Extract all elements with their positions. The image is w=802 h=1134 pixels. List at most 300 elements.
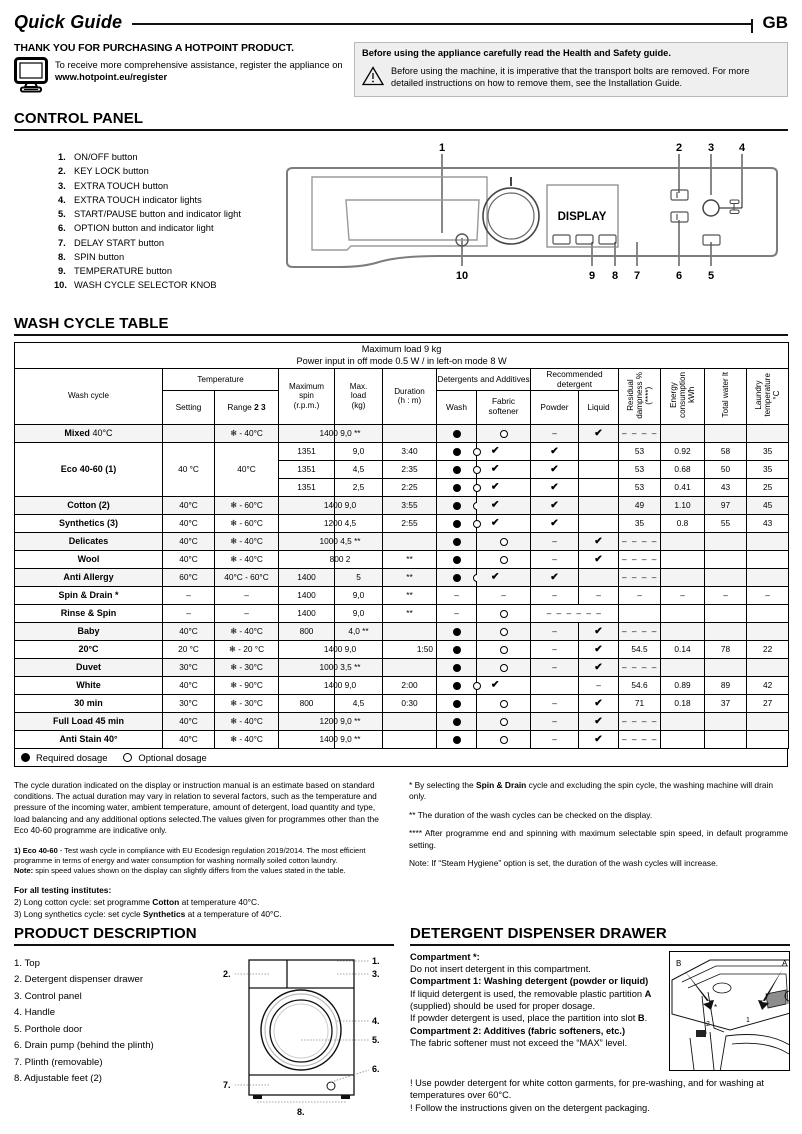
cell-residual-dampness: – – – –	[619, 622, 661, 640]
cp-item-1	[54, 150, 279, 164]
cp-item-8	[54, 250, 279, 264]
cell-setting: 40°C	[163, 676, 215, 694]
cell-residual-dampness: – – – –	[619, 424, 661, 442]
cell-fabric-softener	[477, 424, 531, 442]
cell-fabric-softener	[477, 640, 531, 658]
cell-residual-dampness: – – – –	[619, 550, 661, 568]
cell-powder	[531, 694, 579, 712]
check-icon: ✔	[594, 625, 603, 637]
cell-residual-dampness: – – – –	[619, 658, 661, 676]
control-panel-svg	[279, 138, 784, 288]
cell-powder	[531, 586, 579, 604]
check-icon: ✔	[491, 481, 500, 493]
detergent-drawer-svg	[670, 952, 790, 1071]
table-row	[15, 622, 789, 640]
th-residual-dampness: Residual dampness % (****)	[619, 368, 661, 424]
svg-text:10: 10	[455, 269, 469, 282]
cell-fabric-softener	[477, 622, 531, 640]
duration-note: The cycle duration indicated on the display or instruction manual is an estimate based on standard conditions. The actual duration may vary in relation to several factors, such as the temperature and pressure of the incoming water, ambient temperature, amount of detergent, load quantity and type, load balancing and any additional options selected.The values given for programmes other than the Eco 40-60 programme are indicative only.	[14, 779, 379, 836]
cell-wash	[437, 424, 477, 442]
table-row	[15, 604, 789, 622]
cell-liquid	[579, 676, 619, 694]
display-label: DISPLAY	[557, 210, 607, 223]
dash-mark: –	[596, 590, 601, 601]
cell-max-spin: 800	[279, 622, 335, 640]
power-input-line: Power input in off mode 0.5 W / in left-on mode 8 W	[296, 356, 507, 367]
wash-cycle-table	[14, 342, 789, 749]
cell-powder	[531, 730, 579, 748]
cell-duration: 2:55	[383, 514, 437, 532]
cell-powder-liquid: – – – – – –	[531, 604, 619, 622]
required-dosage-dot-icon	[453, 466, 461, 474]
check-icon: ✔	[550, 481, 559, 493]
comp1-text-pre: If liquid detergent is used, the removable plastic partition	[410, 988, 645, 999]
cell-residual-dampness: – – – –	[619, 712, 661, 730]
institutes-title: For all testing institutes:	[14, 885, 112, 896]
cell-wash	[437, 532, 477, 550]
cp-item-9	[54, 264, 279, 278]
cp-num-7: 7.	[58, 237, 66, 248]
dash-mark: –	[501, 590, 506, 601]
cell-duration	[383, 622, 437, 640]
thanks-text-pre: To receive more comprehensive assistance, register the appliance on	[55, 59, 343, 70]
cell-max-load: 9,0	[335, 442, 383, 460]
svg-text:3: 3	[707, 141, 715, 154]
control-panel-content	[14, 138, 788, 302]
page-title: Quick Guide	[14, 12, 123, 32]
cell-total-water	[705, 730, 747, 748]
cell-powder	[531, 658, 579, 676]
table-row	[15, 496, 789, 514]
cp-label-6: OPTION button and indicator light	[74, 223, 214, 234]
svg-text:9: 9	[588, 269, 596, 282]
eco-note-label: 1) Eco 40-60	[14, 845, 58, 855]
cp-num-9: 9.	[58, 265, 66, 276]
check-icon: ✔	[594, 643, 603, 655]
cell-max-spin: 800 2	[279, 550, 335, 568]
svg-text:7: 7	[633, 269, 641, 282]
dash-mark: –	[552, 626, 557, 637]
comp2-title: Compartment 2: Additives (fabric softeners, etc.)	[410, 1025, 626, 1036]
institute-3-bold: Synthetics	[142, 908, 186, 919]
cell-powder	[531, 568, 579, 586]
control-panel-diagram	[279, 138, 788, 288]
legend-required-dot-icon	[21, 753, 30, 762]
register-url[interactable]: www.hotpoint.eu/register	[55, 71, 168, 83]
cell-range: ❄ - 30°C	[215, 658, 279, 676]
cell-duration: 0:30	[383, 694, 437, 712]
cell-energy: 0.18	[661, 694, 705, 712]
cp-num-3: 3.	[58, 180, 66, 191]
cell-powder	[531, 460, 579, 478]
svg-text:5: 5	[707, 269, 715, 282]
cell-cycle-name: Delicates	[15, 532, 163, 550]
cell-max-spin: 1351	[279, 442, 335, 460]
cell-max-spin: 1400	[279, 568, 335, 586]
table-row	[15, 532, 789, 550]
th-laundry-temperature: Laundry temperature °C	[747, 368, 789, 424]
cell-fabric-softener	[477, 478, 531, 496]
cell-duration: **	[383, 604, 437, 622]
notes-right-column	[409, 780, 788, 921]
cell-powder	[531, 622, 579, 640]
check-icon: ✔	[491, 499, 500, 511]
footnote-quad-star: **** After programme end and spinning with maximum selectable spin speed, in default programme setting.	[409, 828, 788, 850]
cell-laundry-temperature	[747, 658, 789, 676]
svg-text:*: *	[714, 1002, 718, 1012]
cell-energy: 0.92	[661, 442, 705, 460]
cell-duration: 3:55	[383, 496, 437, 514]
cp-item-7	[54, 236, 279, 250]
cell-total-water: 55	[705, 514, 747, 532]
svg-text:1: 1	[746, 1016, 750, 1024]
wash-cycle-heading: WASH CYCLE TABLE	[14, 314, 169, 332]
cell-max-spin: 1400 9,0	[279, 496, 335, 514]
comp2-text: The fabric softener must not exceed the “MAX” level.	[410, 1038, 628, 1049]
cell-laundry-temperature: –	[747, 586, 789, 604]
cp-num-2: 2.	[58, 166, 66, 177]
cp-label-5: START/PAUSE button and indicator light	[74, 209, 241, 220]
required-dosage-dot-icon	[453, 484, 461, 492]
cell-liquid	[579, 478, 619, 496]
cell-range: ❄ - 40°C	[215, 730, 279, 748]
cell-liquid	[579, 586, 619, 604]
optional-dosage-ring-icon	[500, 700, 508, 708]
cell-powder	[531, 712, 579, 730]
th-detergents: Detergents and Additives	[437, 368, 531, 390]
comp1-label-b: B	[637, 1013, 645, 1024]
cell-setting: 40 °C	[163, 442, 215, 496]
cell-fabric-softener	[477, 532, 531, 550]
institute-2-bold: Cotton	[152, 897, 180, 908]
cell-total-water	[705, 568, 747, 586]
footnote-double-star: ** The duration of the wash cycles can be checked on the display.	[409, 809, 653, 820]
pd-callout-7: 7.	[223, 1079, 231, 1090]
check-icon: ✔	[550, 517, 559, 529]
cell-max-spin: 1000 3,5 **	[279, 658, 335, 676]
wash-cycle-rule	[14, 334, 788, 336]
cell-max-spin: 1400 9,0	[279, 676, 335, 694]
dash-mark: –	[454, 590, 459, 601]
cell-liquid	[579, 442, 619, 460]
cell-wash	[437, 712, 477, 730]
cell-energy	[661, 730, 705, 748]
table-row	[15, 424, 789, 442]
th-total-water: Total water lt	[705, 368, 747, 424]
cell-max-spin: 1400 9,0 **	[279, 730, 335, 748]
spin-note-text: spin speed values shown on the display can slightly differs from the values stated in the table.	[33, 866, 346, 876]
table-row	[15, 586, 789, 604]
th-wash: Wash	[437, 390, 477, 424]
cell-cycle-name: Full Load 45 min	[15, 712, 163, 730]
cell-cycle-name: Baby	[15, 622, 163, 640]
cell-wash	[437, 622, 477, 640]
optional-dosage-ring-icon	[500, 736, 508, 744]
cell-cycle-name: Eco 40-60 (1)	[15, 442, 163, 496]
spin-note-label: Note:	[14, 866, 34, 876]
check-icon: ✔	[491, 517, 500, 529]
table-row	[15, 550, 789, 568]
svg-text:8: 8	[611, 269, 619, 282]
cell-total-water	[705, 532, 747, 550]
legend-optional-ring-icon	[123, 753, 132, 762]
cell-liquid	[579, 622, 619, 640]
cell-residual-dampness: – – – –	[619, 532, 661, 550]
eco-note	[14, 846, 393, 877]
th-powder: Powder	[531, 390, 579, 424]
cp-item-3	[54, 179, 279, 193]
cell-wash	[437, 604, 477, 622]
required-dosage-dot-icon	[453, 538, 461, 546]
cell-fabric-softener	[477, 604, 531, 622]
warning-powder-detergent: ! Use powder detergent for white cotton garments, for pre-washing, and for washing at temperatures over 60°C.	[410, 1077, 764, 1101]
cell-cycle-name: Spin & Drain *	[15, 586, 163, 604]
cell-cycle-name: Duvet	[15, 658, 163, 676]
cell-max-spin: 1351	[279, 478, 335, 496]
cell-residual-dampness	[619, 604, 661, 622]
cell-total-water: 89	[705, 676, 747, 694]
table-topinfo-row	[15, 342, 789, 368]
product-description-content	[14, 950, 394, 1125]
cell-range: ❄ - 60°C	[215, 496, 279, 514]
cp-item-2	[54, 164, 279, 178]
cp-num-4: 4.	[58, 194, 66, 205]
footnote-star-post: cycle and excluding the spin cycle, the washing machine will drain only.	[409, 779, 774, 802]
svg-text:1: 1	[438, 141, 446, 154]
cell-residual-dampness: 35	[619, 514, 661, 532]
cell-residual-dampness: 53	[619, 460, 661, 478]
check-icon: ✔	[550, 445, 559, 457]
institute-3-post: at a temperature of 40°C.	[185, 908, 282, 919]
detergent-drawer-warnings	[410, 1077, 790, 1115]
th-energy-consumption: Energy consumption kWh	[661, 368, 705, 424]
table-row	[15, 730, 789, 748]
cell-cycle-name: Wool	[15, 550, 163, 568]
cell-max-spin: 1400 9,0	[279, 640, 335, 658]
cell-total-water	[705, 424, 747, 442]
check-icon: ✔	[594, 733, 603, 745]
cell-laundry-temperature: 25	[747, 478, 789, 496]
dash-mark: –	[552, 644, 557, 655]
cell-range: ❄ - 40°C	[215, 424, 279, 442]
cell-powder	[531, 532, 579, 550]
required-dosage-dot-icon	[453, 682, 461, 690]
cell-energy	[661, 622, 705, 640]
cell-max-load: 5	[335, 568, 383, 586]
cell-energy	[661, 604, 705, 622]
cell-duration: 2:25	[383, 478, 437, 496]
safety-title: Before using the appliance carefully read the Health and Safety guide.	[362, 48, 671, 58]
control-panel-section	[14, 110, 788, 131]
check-icon: ✔	[491, 679, 500, 691]
cell-cycle-name: 20°C	[15, 640, 163, 658]
cell-powder	[531, 424, 579, 442]
register-monitor-icon	[14, 57, 48, 93]
cell-setting: 40°C	[163, 622, 215, 640]
cell-cycle-name: Synthetics (3)	[15, 514, 163, 532]
cell-liquid	[579, 424, 619, 442]
cp-item-5	[54, 207, 279, 221]
bottom-columns	[14, 921, 788, 1125]
cell-total-water	[705, 658, 747, 676]
cell-laundry-temperature: 35	[747, 442, 789, 460]
th-wash-cycle: Wash cycle	[15, 368, 163, 424]
cp-item-6	[54, 221, 279, 235]
cell-residual-dampness: –	[619, 586, 661, 604]
cell-setting: –	[163, 604, 215, 622]
cell-residual-dampness: – – – –	[619, 568, 661, 586]
cell-fabric-softener	[477, 568, 531, 586]
table-row	[15, 712, 789, 730]
cell-max-spin: 1200 4,5	[279, 514, 335, 532]
cell-cycle-name: Rinse & Spin	[15, 604, 163, 622]
comp-star-text: Do not insert detergent in this compartment.	[410, 963, 591, 974]
cell-fabric-softener	[477, 496, 531, 514]
dash-mark: –	[596, 680, 601, 691]
warning-triangle-icon	[362, 66, 384, 86]
cell-residual-dampness: 53	[619, 478, 661, 496]
cp-label-9: TEMPERATURE button	[74, 265, 172, 276]
cell-setting: 20 °C	[163, 640, 215, 658]
cell-energy	[661, 568, 705, 586]
check-icon: ✔	[594, 535, 603, 547]
pd-item-7: 7. Plinth (removable)	[14, 1056, 103, 1068]
drawer-label-a: A	[782, 958, 788, 968]
cell-laundry-temperature: 42	[747, 676, 789, 694]
dash-mark: –	[552, 554, 557, 565]
cell-setting: 40°C	[163, 514, 215, 532]
detergent-drawer-heading: DETERGENT DISPENSER DRAWER	[410, 924, 667, 942]
dash-mark: –	[552, 536, 557, 547]
footnote-star-bold: Spin & Drain	[476, 779, 527, 790]
institute-2-pre: 2) Long cotton cycle: set programme	[14, 897, 153, 908]
th-duration: Duration (h : m)	[383, 368, 437, 424]
cp-label-10: WASH CYCLE SELECTOR KNOB	[74, 280, 217, 291]
pd-callout-1: 1.	[372, 955, 380, 966]
cell-laundry-temperature	[747, 622, 789, 640]
cell-duration: 3:40	[383, 442, 437, 460]
cell-liquid	[579, 460, 619, 478]
comp1-text-pre2: If powder detergent is used, place the partition into slot	[410, 1013, 638, 1024]
required-dosage-dot-icon	[453, 574, 461, 582]
table-row	[15, 568, 789, 586]
cell-wash	[437, 730, 477, 748]
footnote-star-pre: * By selecting the	[409, 779, 477, 790]
language-code: GB	[762, 12, 788, 32]
comp-star-title: Compartment *:	[410, 951, 480, 962]
dash-mark: –	[454, 608, 459, 619]
thanks-and-safety	[14, 42, 788, 97]
required-dosage-dot-icon	[453, 628, 461, 636]
dash-mark: –	[552, 716, 557, 727]
cell-max-load: 2,5	[335, 478, 383, 496]
cell-fabric-softener	[477, 730, 531, 748]
cell-total-water	[705, 604, 747, 622]
pd-callout-4: 4.	[372, 1015, 380, 1026]
cell-wash	[437, 550, 477, 568]
cell-cycle-name: Anti Allergy	[15, 568, 163, 586]
cell-max-load: 4,5	[335, 460, 383, 478]
cell-range: ❄ - 90°C	[215, 676, 279, 694]
cell-max-spin: 1400 9,0 **	[279, 424, 335, 442]
pd-callout-3: 3.	[372, 968, 380, 979]
cell-laundry-temperature	[747, 532, 789, 550]
cell-wash	[437, 676, 477, 694]
legend-required-label: Required dosage	[36, 751, 108, 763]
cell-liquid	[579, 694, 619, 712]
cell-max-spin: 800	[279, 694, 335, 712]
comp1-title: Compartment 1: Washing detergent (powder or liquid)	[410, 976, 649, 987]
th-fabric-softener: Fabric softener	[477, 390, 531, 424]
optional-dosage-ring-icon	[500, 556, 508, 564]
cell-cycle-name: White	[15, 676, 163, 694]
optional-dosage-ring-icon	[500, 538, 508, 546]
cell-total-water: 50	[705, 460, 747, 478]
cell-residual-dampness: 53	[619, 442, 661, 460]
cell-powder	[531, 442, 579, 460]
product-description-heading: PRODUCT DESCRIPTION	[14, 924, 197, 942]
washing-machine-svg	[209, 950, 394, 1125]
detergent-drawer-image	[669, 951, 790, 1071]
table-row	[15, 442, 789, 460]
cell-setting: 40°C	[163, 712, 215, 730]
control-panel-heading: CONTROL PANEL	[14, 109, 144, 127]
check-icon: ✔	[550, 499, 559, 511]
cell-wash	[437, 496, 477, 514]
cp-label-8: SPIN button	[74, 251, 125, 262]
cell-setting: 40°C	[163, 730, 215, 748]
cell-total-water	[705, 712, 747, 730]
cell-max-spin: 1400	[279, 586, 335, 604]
optional-dosage-ring-icon	[500, 628, 508, 636]
cell-energy: 0.68	[661, 460, 705, 478]
product-description-section	[14, 921, 394, 1125]
cell-laundry-temperature: 45	[747, 496, 789, 514]
control-panel-list	[14, 147, 279, 292]
cell-cycle-name: 30 min	[15, 694, 163, 712]
detergent-drawer-section	[410, 921, 790, 1125]
max-load-line: Maximum load 9 kg	[361, 343, 442, 354]
dash-mark: –	[552, 662, 557, 673]
cell-powder	[531, 496, 579, 514]
cell-energy: 1.10	[661, 496, 705, 514]
testing-institutes-note	[14, 885, 393, 920]
required-dosage-dot-icon	[453, 430, 461, 438]
required-dosage-dot-icon	[453, 502, 461, 510]
cell-setting: 30°C	[163, 658, 215, 676]
cell-liquid	[579, 532, 619, 550]
cell-residual-dampness: – – – –	[619, 730, 661, 748]
warning-follow-instructions: ! Follow the instructions given on the detergent packaging.	[410, 1102, 650, 1113]
notes-left-column	[14, 780, 393, 921]
cell-residual-dampness: 54.5	[619, 640, 661, 658]
th-recommended: Recommended detergent	[531, 368, 619, 390]
cell-fabric-softener	[477, 658, 531, 676]
th-setting: Setting	[163, 390, 215, 424]
cell-range: 40°C	[215, 442, 279, 496]
dash-mark: –	[552, 590, 557, 601]
notes-section	[14, 780, 788, 921]
check-icon: ✔	[594, 553, 603, 565]
cell-range: ❄ - 40°C	[215, 550, 279, 568]
cell-max-load: 9,0	[335, 604, 383, 622]
comp1-text-mid: (supplied) should be used for proper dosage.	[410, 1001, 596, 1011]
cell-energy	[661, 550, 705, 568]
required-dosage-dot-icon	[453, 664, 461, 672]
cell-range: ❄ - 20 °C	[215, 640, 279, 658]
cell-residual-dampness: 54.6	[619, 676, 661, 694]
cell-liquid	[579, 550, 619, 568]
